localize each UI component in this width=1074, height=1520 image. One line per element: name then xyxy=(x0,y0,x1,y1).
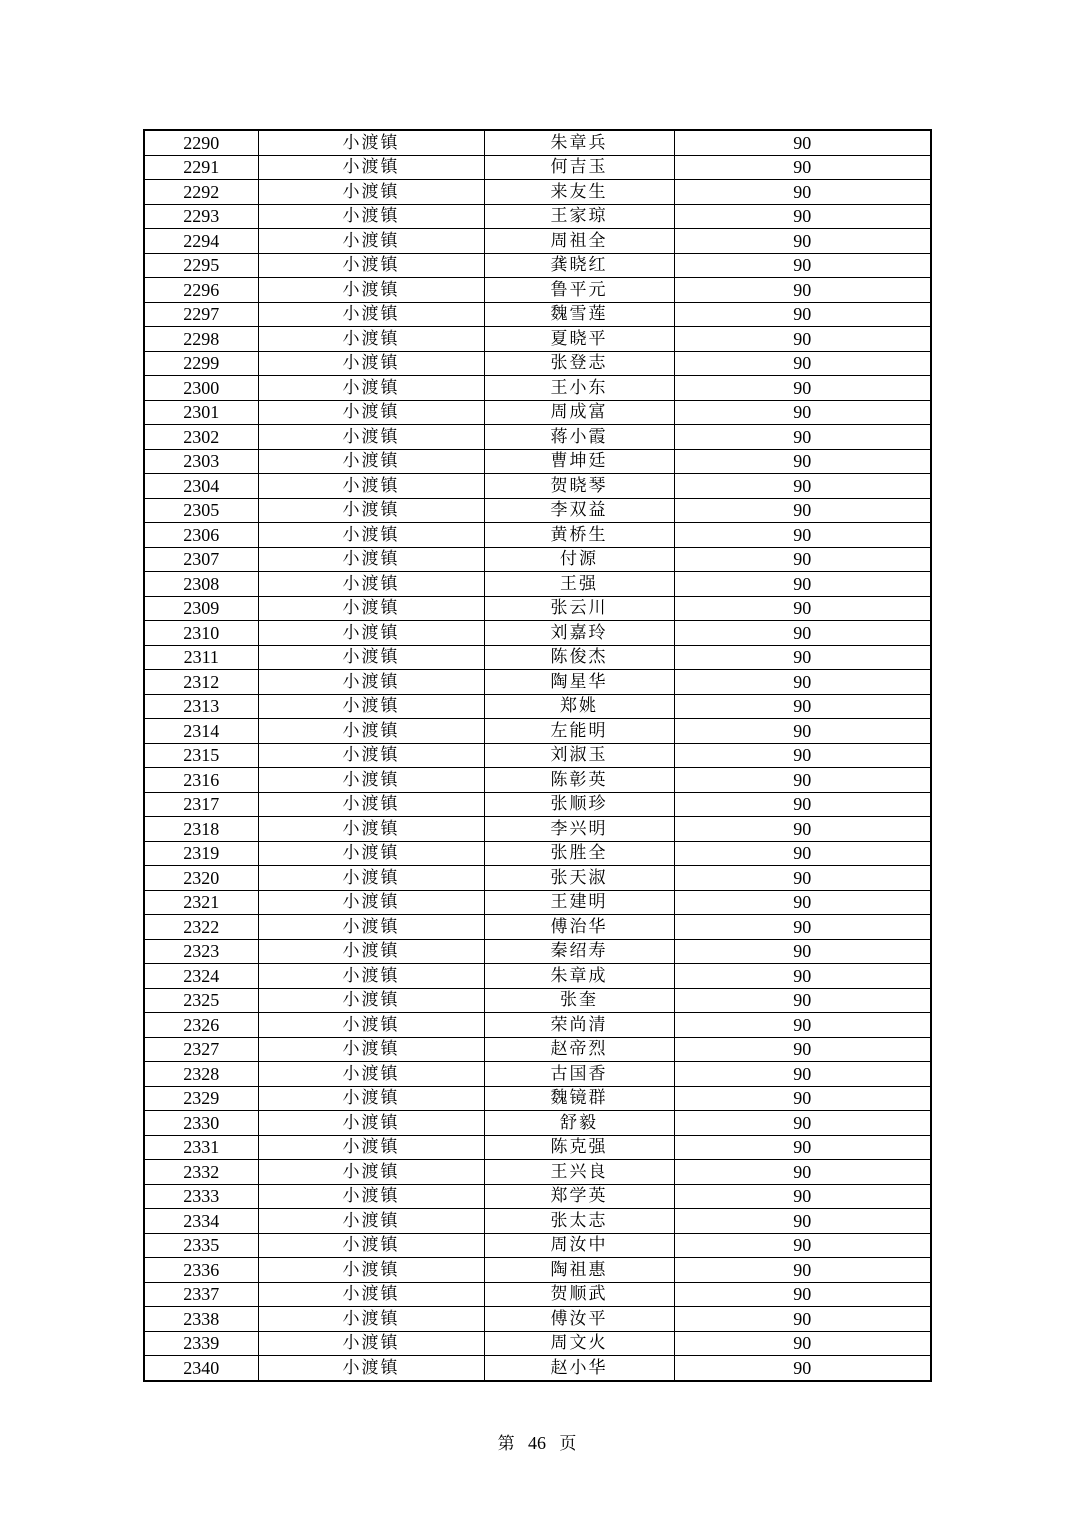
person-name-cell: 荣尚清 xyxy=(484,1013,674,1038)
row-number-cell: 2340 xyxy=(144,1356,258,1381)
table-row xyxy=(144,1209,931,1234)
town-cell: 小渡镇 xyxy=(258,130,484,155)
row-number-cell: 2299 xyxy=(144,351,258,376)
town-cell: 小渡镇 xyxy=(258,743,484,768)
person-name-cell: 郑学英 xyxy=(484,1184,674,1209)
value-cell: 90 xyxy=(674,155,931,180)
row-number-cell: 2297 xyxy=(144,302,258,327)
row-number-cell: 2308 xyxy=(144,572,258,597)
row-number-cell: 2314 xyxy=(144,719,258,744)
table-row xyxy=(144,449,931,474)
row-number-cell: 2303 xyxy=(144,449,258,474)
person-name-cell: 夏晓平 xyxy=(484,327,674,352)
person-name-cell: 王强 xyxy=(484,572,674,597)
person-name-cell: 来友生 xyxy=(484,180,674,205)
town-cell: 小渡镇 xyxy=(258,1160,484,1185)
person-name-cell: 魏镜群 xyxy=(484,1086,674,1111)
value-cell: 90 xyxy=(674,645,931,670)
value-cell: 90 xyxy=(674,204,931,229)
value-cell: 90 xyxy=(674,817,931,842)
value-cell: 90 xyxy=(674,1184,931,1209)
table-row xyxy=(144,180,931,205)
row-number-cell: 2339 xyxy=(144,1331,258,1356)
person-name-cell: 舒毅 xyxy=(484,1111,674,1136)
row-number-cell: 2326 xyxy=(144,1013,258,1038)
table-row xyxy=(144,572,931,597)
row-number-cell: 2294 xyxy=(144,229,258,254)
town-cell: 小渡镇 xyxy=(258,253,484,278)
value-cell: 90 xyxy=(674,180,931,205)
table-row xyxy=(144,327,931,352)
person-name-cell: 王小东 xyxy=(484,376,674,401)
table-row xyxy=(144,596,931,621)
row-number-cell: 2301 xyxy=(144,400,258,425)
town-cell: 小渡镇 xyxy=(258,768,484,793)
value-cell: 90 xyxy=(674,400,931,425)
person-name-cell: 朱章兵 xyxy=(484,130,674,155)
person-name-cell: 秦绍寿 xyxy=(484,939,674,964)
table-row xyxy=(144,1356,931,1381)
value-cell: 90 xyxy=(674,351,931,376)
row-number-cell: 2312 xyxy=(144,670,258,695)
town-cell: 小渡镇 xyxy=(258,1111,484,1136)
town-cell: 小渡镇 xyxy=(258,1282,484,1307)
row-number-cell: 2290 xyxy=(144,130,258,155)
value-cell: 90 xyxy=(674,792,931,817)
person-name-cell: 付源 xyxy=(484,547,674,572)
table-row xyxy=(144,1282,931,1307)
town-cell: 小渡镇 xyxy=(258,449,484,474)
value-cell: 90 xyxy=(674,278,931,303)
table-row xyxy=(144,743,931,768)
town-cell: 小渡镇 xyxy=(258,1086,484,1111)
page-footer-prefix: 第 xyxy=(497,1434,515,1454)
value-cell: 90 xyxy=(674,1062,931,1087)
value-cell: 90 xyxy=(674,425,931,450)
value-cell: 90 xyxy=(674,890,931,915)
person-name-cell: 陶星华 xyxy=(484,670,674,695)
town-cell: 小渡镇 xyxy=(258,817,484,842)
town-cell: 小渡镇 xyxy=(258,670,484,695)
table-row xyxy=(144,1184,931,1209)
town-cell: 小渡镇 xyxy=(258,1356,484,1381)
row-number-cell: 2337 xyxy=(144,1282,258,1307)
row-number-cell: 2329 xyxy=(144,1086,258,1111)
value-cell: 90 xyxy=(674,1258,931,1283)
value-cell: 90 xyxy=(674,694,931,719)
table-row xyxy=(144,939,931,964)
table-row xyxy=(144,351,931,376)
person-name-cell: 周汝中 xyxy=(484,1233,674,1258)
row-number-cell: 2332 xyxy=(144,1160,258,1185)
person-name-cell: 张顺珍 xyxy=(484,792,674,817)
row-number-cell: 2323 xyxy=(144,939,258,964)
person-name-cell: 周成富 xyxy=(484,400,674,425)
value-cell: 90 xyxy=(674,1013,931,1038)
person-name-cell: 鲁平元 xyxy=(484,278,674,303)
table-row xyxy=(144,817,931,842)
table-row xyxy=(144,988,931,1013)
town-cell: 小渡镇 xyxy=(258,523,484,548)
row-number-cell: 2309 xyxy=(144,596,258,621)
person-name-cell: 周祖全 xyxy=(484,229,674,254)
row-number-cell: 2295 xyxy=(144,253,258,278)
row-number-cell: 2321 xyxy=(144,890,258,915)
person-name-cell: 张登志 xyxy=(484,351,674,376)
value-cell: 90 xyxy=(674,1331,931,1356)
value-cell: 90 xyxy=(674,988,931,1013)
value-cell: 90 xyxy=(674,1233,931,1258)
table-row xyxy=(144,890,931,915)
row-number-cell: 2317 xyxy=(144,792,258,817)
value-cell: 90 xyxy=(674,1282,931,1307)
page-footer-suffix: 页 xyxy=(559,1434,577,1454)
value-cell: 90 xyxy=(674,130,931,155)
person-name-cell: 张天淑 xyxy=(484,866,674,891)
row-number-cell: 2325 xyxy=(144,988,258,1013)
table-row xyxy=(144,645,931,670)
person-name-cell: 赵小华 xyxy=(484,1356,674,1381)
row-number-cell: 2319 xyxy=(144,841,258,866)
row-number-cell: 2293 xyxy=(144,204,258,229)
row-number-cell: 2311 xyxy=(144,645,258,670)
town-cell: 小渡镇 xyxy=(258,694,484,719)
row-number-cell: 2324 xyxy=(144,964,258,989)
value-cell: 90 xyxy=(674,474,931,499)
value-cell: 90 xyxy=(674,1209,931,1234)
row-number-cell: 2338 xyxy=(144,1307,258,1332)
person-name-cell: 王兴良 xyxy=(484,1160,674,1185)
table-row xyxy=(144,964,931,989)
value-cell: 90 xyxy=(674,547,931,572)
town-cell: 小渡镇 xyxy=(258,915,484,940)
town-cell: 小渡镇 xyxy=(258,792,484,817)
town-cell: 小渡镇 xyxy=(258,1233,484,1258)
value-cell: 90 xyxy=(674,866,931,891)
table-row xyxy=(144,1037,931,1062)
town-cell: 小渡镇 xyxy=(258,1258,484,1283)
value-cell: 90 xyxy=(674,572,931,597)
value-cell: 90 xyxy=(674,1086,931,1111)
table-row xyxy=(144,621,931,646)
table-row xyxy=(144,302,931,327)
table-row xyxy=(144,1258,931,1283)
table-row xyxy=(144,425,931,450)
row-number-cell: 2335 xyxy=(144,1233,258,1258)
table-row xyxy=(144,694,931,719)
town-cell: 小渡镇 xyxy=(258,547,484,572)
value-cell: 90 xyxy=(674,621,931,646)
table-row xyxy=(144,498,931,523)
person-name-cell: 刘嘉玲 xyxy=(484,621,674,646)
row-number-cell: 2298 xyxy=(144,327,258,352)
town-cell: 小渡镇 xyxy=(258,498,484,523)
row-number-cell: 2291 xyxy=(144,155,258,180)
town-cell: 小渡镇 xyxy=(258,572,484,597)
person-name-cell: 左能明 xyxy=(484,719,674,744)
town-cell: 小渡镇 xyxy=(258,302,484,327)
table-row xyxy=(144,1307,931,1332)
value-cell: 90 xyxy=(674,253,931,278)
town-cell: 小渡镇 xyxy=(258,719,484,744)
value-cell: 90 xyxy=(674,229,931,254)
town-cell: 小渡镇 xyxy=(258,180,484,205)
row-number-cell: 2305 xyxy=(144,498,258,523)
table-row xyxy=(144,130,931,155)
value-cell: 90 xyxy=(674,376,931,401)
town-cell: 小渡镇 xyxy=(258,964,484,989)
value-cell: 90 xyxy=(674,327,931,352)
table-row xyxy=(144,1233,931,1258)
row-number-cell: 2315 xyxy=(144,743,258,768)
page-footer xyxy=(0,1429,1074,1454)
row-number-cell: 2334 xyxy=(144,1209,258,1234)
person-name-cell: 贺顺武 xyxy=(484,1282,674,1307)
table-row xyxy=(144,547,931,572)
person-name-cell: 陈俊杰 xyxy=(484,645,674,670)
person-name-cell: 李兴明 xyxy=(484,817,674,842)
row-number-cell: 2316 xyxy=(144,768,258,793)
value-cell: 90 xyxy=(674,1037,931,1062)
town-cell: 小渡镇 xyxy=(258,841,484,866)
row-number-cell: 2336 xyxy=(144,1258,258,1283)
value-cell: 90 xyxy=(674,1111,931,1136)
table-row xyxy=(144,278,931,303)
town-cell: 小渡镇 xyxy=(258,229,484,254)
person-name-cell: 郑姚 xyxy=(484,694,674,719)
town-cell: 小渡镇 xyxy=(258,1013,484,1038)
row-number-cell: 2330 xyxy=(144,1111,258,1136)
person-name-cell: 魏雪莲 xyxy=(484,302,674,327)
value-cell: 90 xyxy=(674,964,931,989)
row-number-cell: 2310 xyxy=(144,621,258,646)
table-row xyxy=(144,474,931,499)
person-name-cell: 傅治华 xyxy=(484,915,674,940)
table-row xyxy=(144,1086,931,1111)
table-row xyxy=(144,523,931,548)
value-cell: 90 xyxy=(674,449,931,474)
table-row xyxy=(144,792,931,817)
value-cell: 90 xyxy=(674,1307,931,1332)
town-cell: 小渡镇 xyxy=(258,1331,484,1356)
table-row xyxy=(144,1331,931,1356)
page-number: 46 xyxy=(528,1433,546,1453)
roster-table-body xyxy=(144,130,931,1381)
value-cell: 90 xyxy=(674,498,931,523)
town-cell: 小渡镇 xyxy=(258,327,484,352)
table-row xyxy=(144,1062,931,1087)
person-name-cell: 张云川 xyxy=(484,596,674,621)
person-name-cell: 贺晓琴 xyxy=(484,474,674,499)
value-cell: 90 xyxy=(674,719,931,744)
town-cell: 小渡镇 xyxy=(258,376,484,401)
table-row xyxy=(144,915,931,940)
table-row xyxy=(144,1160,931,1185)
value-cell: 90 xyxy=(674,768,931,793)
value-cell: 90 xyxy=(674,1135,931,1160)
person-name-cell: 黄桥生 xyxy=(484,523,674,548)
town-cell: 小渡镇 xyxy=(258,596,484,621)
value-cell: 90 xyxy=(674,596,931,621)
row-number-cell: 2333 xyxy=(144,1184,258,1209)
row-number-cell: 2318 xyxy=(144,817,258,842)
town-cell: 小渡镇 xyxy=(258,1209,484,1234)
roster-table xyxy=(143,129,932,1382)
person-name-cell: 陶祖惠 xyxy=(484,1258,674,1283)
row-number-cell: 2292 xyxy=(144,180,258,205)
table-row xyxy=(144,253,931,278)
value-cell: 90 xyxy=(674,841,931,866)
person-name-cell: 陈克强 xyxy=(484,1135,674,1160)
person-name-cell: 王家琼 xyxy=(484,204,674,229)
table-row xyxy=(144,1013,931,1038)
town-cell: 小渡镇 xyxy=(258,155,484,180)
table-row xyxy=(144,841,931,866)
person-name-cell: 张太志 xyxy=(484,1209,674,1234)
row-number-cell: 2327 xyxy=(144,1037,258,1062)
person-name-cell: 朱章成 xyxy=(484,964,674,989)
town-cell: 小渡镇 xyxy=(258,988,484,1013)
table-row xyxy=(144,866,931,891)
town-cell: 小渡镇 xyxy=(258,1135,484,1160)
town-cell: 小渡镇 xyxy=(258,866,484,891)
table-row xyxy=(144,719,931,744)
person-name-cell: 蒋小霞 xyxy=(484,425,674,450)
person-name-cell: 古国香 xyxy=(484,1062,674,1087)
row-number-cell: 2302 xyxy=(144,425,258,450)
person-name-cell: 李双益 xyxy=(484,498,674,523)
row-number-cell: 2320 xyxy=(144,866,258,891)
town-cell: 小渡镇 xyxy=(258,425,484,450)
table-row xyxy=(144,1111,931,1136)
row-number-cell: 2328 xyxy=(144,1062,258,1087)
town-cell: 小渡镇 xyxy=(258,645,484,670)
town-cell: 小渡镇 xyxy=(258,204,484,229)
row-number-cell: 2313 xyxy=(144,694,258,719)
value-cell: 90 xyxy=(674,1160,931,1185)
person-name-cell: 张奎 xyxy=(484,988,674,1013)
table-row xyxy=(144,155,931,180)
person-name-cell: 王建明 xyxy=(484,890,674,915)
row-number-cell: 2306 xyxy=(144,523,258,548)
row-number-cell: 2296 xyxy=(144,278,258,303)
value-cell: 90 xyxy=(674,939,931,964)
town-cell: 小渡镇 xyxy=(258,400,484,425)
table-row xyxy=(144,768,931,793)
table-row xyxy=(144,670,931,695)
row-number-cell: 2300 xyxy=(144,376,258,401)
town-cell: 小渡镇 xyxy=(258,1037,484,1062)
table-row xyxy=(144,400,931,425)
person-name-cell: 曹坤廷 xyxy=(484,449,674,474)
value-cell: 90 xyxy=(674,670,931,695)
person-name-cell: 陈彰英 xyxy=(484,768,674,793)
town-cell: 小渡镇 xyxy=(258,351,484,376)
town-cell: 小渡镇 xyxy=(258,621,484,646)
table-row xyxy=(144,204,931,229)
value-cell: 90 xyxy=(674,1356,931,1381)
person-name-cell: 傅汝平 xyxy=(484,1307,674,1332)
person-name-cell: 龚晓红 xyxy=(484,253,674,278)
value-cell: 90 xyxy=(674,523,931,548)
town-cell: 小渡镇 xyxy=(258,474,484,499)
town-cell: 小渡镇 xyxy=(258,1062,484,1087)
row-number-cell: 2322 xyxy=(144,915,258,940)
town-cell: 小渡镇 xyxy=(258,890,484,915)
person-name-cell: 刘淑玉 xyxy=(484,743,674,768)
row-number-cell: 2307 xyxy=(144,547,258,572)
row-number-cell: 2331 xyxy=(144,1135,258,1160)
row-number-cell: 2304 xyxy=(144,474,258,499)
table-row xyxy=(144,376,931,401)
town-cell: 小渡镇 xyxy=(258,1307,484,1332)
value-cell: 90 xyxy=(674,302,931,327)
value-cell: 90 xyxy=(674,743,931,768)
town-cell: 小渡镇 xyxy=(258,939,484,964)
table-row xyxy=(144,1135,931,1160)
person-name-cell: 赵帝烈 xyxy=(484,1037,674,1062)
table-row xyxy=(144,229,931,254)
town-cell: 小渡镇 xyxy=(258,1184,484,1209)
person-name-cell: 张胜全 xyxy=(484,841,674,866)
person-name-cell: 何吉玉 xyxy=(484,155,674,180)
person-name-cell: 周文火 xyxy=(484,1331,674,1356)
value-cell: 90 xyxy=(674,915,931,940)
town-cell: 小渡镇 xyxy=(258,278,484,303)
